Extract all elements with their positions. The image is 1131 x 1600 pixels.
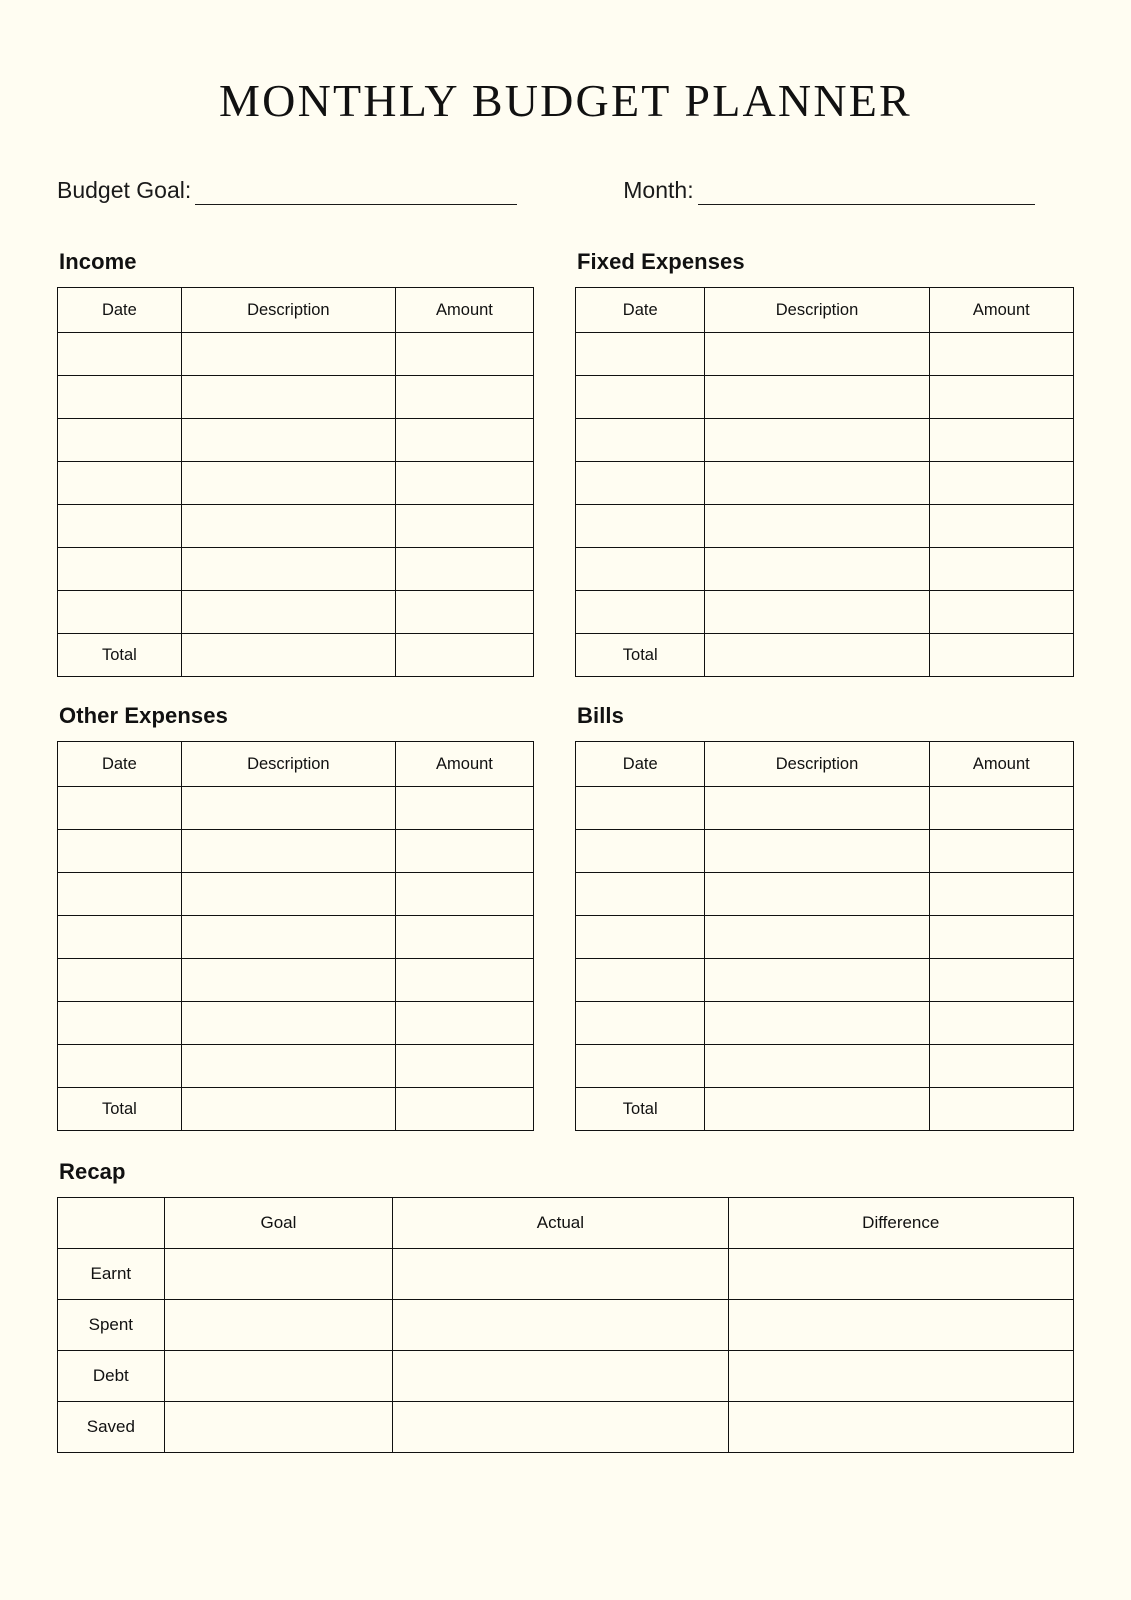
table-bills: [575, 741, 1074, 1131]
cell-amount[interactable]: [395, 505, 533, 548]
cell-amount[interactable]: [395, 787, 533, 830]
cell-description[interactable]: [705, 873, 929, 916]
cell-description[interactable]: [705, 787, 929, 830]
table-row: [58, 1300, 1074, 1351]
table-row: [58, 419, 534, 462]
meta-row: [57, 179, 1074, 205]
cell-date[interactable]: [576, 591, 705, 634]
table-row: [58, 548, 534, 591]
cell-amount[interactable]: [929, 548, 1073, 591]
table-total-row: [576, 1088, 1074, 1131]
cell-description[interactable]: [705, 1002, 929, 1045]
cell-description[interactable]: [705, 830, 929, 873]
cell-difference[interactable]: [728, 1249, 1073, 1300]
cell-amount[interactable]: [395, 419, 533, 462]
row-label-earnt: Earnt: [58, 1249, 165, 1300]
table-row: [58, 916, 534, 959]
cell-amount[interactable]: [929, 1045, 1073, 1088]
cell-date[interactable]: [58, 830, 182, 873]
row-label-debt: Debt: [58, 1351, 165, 1402]
row-label-saved: Saved: [58, 1402, 165, 1453]
table-recap: [57, 1197, 1074, 1453]
table-row: [576, 830, 1074, 873]
cell-amount[interactable]: [929, 959, 1073, 1002]
cell-amount[interactable]: [929, 376, 1073, 419]
cell-description[interactable]: [705, 505, 929, 548]
column-header-amount: Amount: [929, 288, 1073, 333]
cell-date[interactable]: [58, 1002, 182, 1045]
table-row: [58, 873, 534, 916]
cell-amount[interactable]: [395, 873, 533, 916]
total-description[interactable]: [705, 634, 929, 677]
cell-date[interactable]: [576, 333, 705, 376]
table-row: [576, 462, 1074, 505]
table-row: [58, 830, 534, 873]
cell-description[interactable]: [705, 376, 929, 419]
total-amount[interactable]: [395, 1088, 533, 1131]
cell-description[interactable]: [181, 505, 395, 548]
cell-date[interactable]: [58, 959, 182, 1002]
cell-description[interactable]: [181, 419, 395, 462]
table-row: [576, 333, 1074, 376]
cell-date[interactable]: [576, 376, 705, 419]
column-header-amount: Amount: [395, 288, 533, 333]
column-header-difference: Difference: [728, 1198, 1073, 1249]
section-income: [57, 249, 534, 677]
total-label: Total: [576, 1088, 705, 1131]
column-header-date: Date: [58, 288, 182, 333]
cell-difference[interactable]: [728, 1402, 1073, 1453]
column-header-actual: Actual: [393, 1198, 728, 1249]
cell-description[interactable]: [181, 959, 395, 1002]
table-header-row: [58, 1198, 1074, 1249]
table-row: [58, 376, 534, 419]
column-header-date: Date: [576, 742, 705, 787]
cell-description[interactable]: [181, 916, 395, 959]
table-row: [576, 916, 1074, 959]
cell-amount[interactable]: [929, 505, 1073, 548]
cell-date[interactable]: [576, 873, 705, 916]
cell-date[interactable]: [576, 787, 705, 830]
total-label: Total: [58, 1088, 182, 1131]
cell-description[interactable]: [181, 462, 395, 505]
cell-amount[interactable]: [395, 591, 533, 634]
cell-amount[interactable]: [395, 462, 533, 505]
table-row: [576, 548, 1074, 591]
table-row: [58, 591, 534, 634]
budget-goal-label: Budget Goal:: [57, 177, 192, 203]
cell-description[interactable]: [181, 333, 395, 376]
table-total-row: [58, 1088, 534, 1131]
table-income: [57, 287, 534, 677]
total-label: Total: [576, 634, 705, 677]
cell-description[interactable]: [705, 548, 929, 591]
table-row: [58, 333, 534, 376]
cell-date[interactable]: [58, 1045, 182, 1088]
total-amount[interactable]: [929, 1088, 1073, 1131]
cell-amount[interactable]: [929, 830, 1073, 873]
cell-description[interactable]: [181, 830, 395, 873]
cell-difference[interactable]: [728, 1300, 1073, 1351]
cell-description[interactable]: [705, 333, 929, 376]
total-description[interactable]: [705, 1088, 929, 1131]
cell-amount[interactable]: [395, 959, 533, 1002]
page-title: MONTHLY BUDGET PLANNER: [219, 75, 912, 126]
column-header-amount: Amount: [929, 742, 1073, 787]
cell-date[interactable]: [576, 1045, 705, 1088]
total-label: Total: [58, 634, 182, 677]
cell-amount[interactable]: [395, 1002, 533, 1045]
cell-date[interactable]: [576, 419, 705, 462]
table-row: [576, 787, 1074, 830]
cell-difference[interactable]: [728, 1351, 1073, 1402]
table-header-row: [576, 742, 1074, 787]
cell-amount[interactable]: [395, 1045, 533, 1088]
cell-amount[interactable]: [929, 333, 1073, 376]
column-header-description: Description: [181, 742, 395, 787]
table-row: [576, 1045, 1074, 1088]
table-row: [576, 591, 1074, 634]
column-header-goal: Goal: [164, 1198, 393, 1249]
budget-goal-input[interactable]: [195, 183, 517, 205]
table-header-row: [58, 288, 534, 333]
cell-actual[interactable]: [393, 1300, 728, 1351]
cell-date[interactable]: [58, 462, 182, 505]
table-row: [576, 419, 1074, 462]
column-header-description: Description: [705, 288, 929, 333]
section-bills: [575, 677, 1074, 1131]
cell-description[interactable]: [181, 873, 395, 916]
section-title-other-expenses: Other Expenses: [59, 703, 228, 728]
cell-description[interactable]: [705, 591, 929, 634]
cell-description[interactable]: [181, 1002, 395, 1045]
cell-amount[interactable]: [929, 916, 1073, 959]
month-label: Month:: [623, 177, 694, 203]
table-row: [576, 376, 1074, 419]
cell-description[interactable]: [181, 376, 395, 419]
column-header-description: Description: [181, 288, 395, 333]
cell-date[interactable]: [576, 959, 705, 1002]
column-header-amount: Amount: [395, 742, 533, 787]
table-total-row: [58, 634, 534, 677]
table-row: [58, 1002, 534, 1045]
cell-description[interactable]: [705, 916, 929, 959]
month-input[interactable]: [698, 183, 1035, 205]
cell-description[interactable]: [705, 1045, 929, 1088]
table-row: [576, 505, 1074, 548]
cell-date[interactable]: [58, 419, 182, 462]
row-label-spent: Spent: [58, 1300, 165, 1351]
column-header-blank: [58, 1198, 165, 1249]
cell-actual[interactable]: [393, 1402, 728, 1453]
table-total-row: [576, 634, 1074, 677]
cell-actual[interactable]: [393, 1351, 728, 1402]
section-title-fixed-expenses: Fixed Expenses: [577, 249, 745, 274]
cell-date[interactable]: [576, 916, 705, 959]
table-row: [58, 1249, 1074, 1300]
section-recap: [57, 1159, 1074, 1453]
cell-description[interactable]: [181, 548, 395, 591]
table-row: [576, 959, 1074, 1002]
cell-date[interactable]: [58, 333, 182, 376]
cell-date[interactable]: [58, 591, 182, 634]
table-row: [576, 1002, 1074, 1045]
section-title-recap: Recap: [59, 1159, 126, 1184]
cell-description[interactable]: [705, 462, 929, 505]
cell-description[interactable]: [705, 419, 929, 462]
cell-goal[interactable]: [164, 1351, 393, 1402]
table-row: [58, 1402, 1074, 1453]
table-row: [576, 873, 1074, 916]
cell-amount[interactable]: [929, 873, 1073, 916]
cell-goal[interactable]: [164, 1300, 393, 1351]
cell-goal[interactable]: [164, 1402, 393, 1453]
cell-date[interactable]: [576, 1002, 705, 1045]
section-other-expenses: [57, 677, 534, 1131]
column-header-description: Description: [705, 742, 929, 787]
cell-amount[interactable]: [395, 916, 533, 959]
cell-description[interactable]: [705, 959, 929, 1002]
cell-amount[interactable]: [929, 462, 1073, 505]
column-header-date: Date: [58, 742, 182, 787]
cell-goal[interactable]: [164, 1249, 393, 1300]
sections-grid: [57, 249, 1074, 1131]
cell-date[interactable]: [58, 787, 182, 830]
cell-amount[interactable]: [929, 787, 1073, 830]
month-field[interactable]: [623, 179, 1034, 205]
table-row: [58, 959, 534, 1002]
budget-goal-field[interactable]: [57, 179, 517, 205]
section-fixed-expenses: [575, 249, 1074, 677]
cell-date[interactable]: [58, 548, 182, 591]
cell-amount[interactable]: [395, 376, 533, 419]
table-other-expenses: [57, 741, 534, 1131]
cell-date[interactable]: [58, 376, 182, 419]
cell-date[interactable]: [576, 462, 705, 505]
total-amount[interactable]: [929, 634, 1073, 677]
column-header-date: Date: [576, 288, 705, 333]
cell-amount[interactable]: [395, 548, 533, 591]
cell-amount[interactable]: [395, 333, 533, 376]
cell-date[interactable]: [58, 873, 182, 916]
table-header-row: [576, 288, 1074, 333]
table-header-row: [58, 742, 534, 787]
cell-date[interactable]: [58, 505, 182, 548]
table-fixed-expenses: [575, 287, 1074, 677]
cell-date[interactable]: [576, 830, 705, 873]
cell-amount[interactable]: [929, 419, 1073, 462]
section-title-income: Income: [59, 249, 137, 274]
cell-description[interactable]: [181, 1045, 395, 1088]
cell-amount[interactable]: [395, 830, 533, 873]
total-amount[interactable]: [395, 634, 533, 677]
cell-date[interactable]: [576, 548, 705, 591]
table-row: [58, 787, 534, 830]
cell-amount[interactable]: [929, 591, 1073, 634]
cell-actual[interactable]: [393, 1249, 728, 1300]
table-row: [58, 1351, 1074, 1402]
total-description[interactable]: [181, 634, 395, 677]
total-description[interactable]: [181, 1088, 395, 1131]
section-title-bills: Bills: [577, 703, 624, 728]
cell-description[interactable]: [181, 787, 395, 830]
table-row: [58, 505, 534, 548]
cell-date[interactable]: [576, 505, 705, 548]
cell-date[interactable]: [58, 916, 182, 959]
table-row: [58, 462, 534, 505]
table-row: [58, 1045, 534, 1088]
cell-amount[interactable]: [929, 1002, 1073, 1045]
cell-description[interactable]: [181, 591, 395, 634]
